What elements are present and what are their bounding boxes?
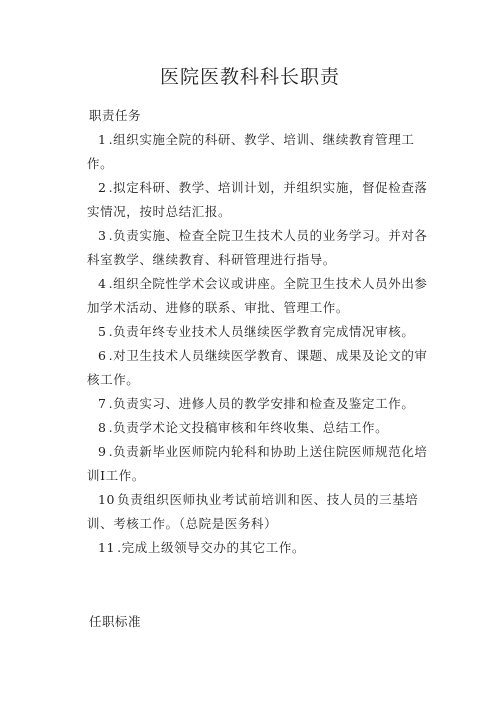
duty-text: .负责年终专业技术人员继续医学教育完成情况审核。 — [108, 324, 415, 339]
section-heading-requirements: 任职标准 — [89, 614, 142, 629]
section-heading-duties: 职责任务 — [89, 108, 142, 123]
duty-text: .拟定科研、教学、培训计划，并组织实施，督促检查落实情况，按时总结汇报。 — [87, 180, 428, 219]
duty-number: 9 — [98, 444, 107, 459]
duty-item — [87, 320, 432, 344]
duty-number: 10 — [98, 492, 116, 507]
document-title: 医院医教科科长职责 — [159, 66, 340, 88]
duty-item — [87, 536, 432, 560]
duty-text: .负责新毕业医师院内轮科和协助上送住院医师规范化培训I工作。 — [87, 444, 428, 483]
duty-item — [87, 272, 432, 320]
duty-number: 4 — [98, 276, 107, 291]
duty-text: .完成上级领导交办的其它工作。 — [117, 540, 306, 555]
duty-text: .组织全院性学术会议或讲座。全院卫生技术人员外出参加学术活动、进修的联系、审批、管理工作。 — [87, 276, 428, 315]
duty-item — [87, 392, 432, 416]
duty-text: .负责实施、检查全院卫生技术人员的业务学习。并对各科室教学、继续教育、科研管理进行指导。 — [87, 228, 428, 267]
duty-number: 1 — [98, 132, 107, 147]
duty-number: 2 — [98, 180, 107, 195]
duty-item — [87, 416, 432, 440]
duty-text: .负责学术论文投稿审核和年终收集、总结工作。 — [108, 420, 389, 435]
duty-text: .对卫生技术人员继续医学教育、课题、成果及论文的审核工作。 — [87, 348, 428, 387]
duty-number: 6 — [98, 348, 107, 363]
duty-text: .负责实习、进修人员的教学安排和检查及鉴定工作。 — [108, 396, 415, 411]
duty-item — [87, 128, 432, 176]
duty-number: 11 — [98, 540, 116, 555]
duty-item — [87, 176, 432, 224]
duty-number: 5 — [98, 324, 107, 339]
duty-item — [87, 440, 432, 488]
duties-list — [87, 128, 432, 560]
duty-number: 3 — [98, 228, 107, 243]
duty-item — [87, 488, 432, 536]
duty-item — [87, 344, 432, 392]
duty-item — [87, 224, 432, 272]
duty-text: 负责组织医师执业考试前培训和医、技人员的三基培训、考核工作。（总院是医务科） — [87, 492, 419, 531]
duty-number: 8 — [98, 420, 107, 435]
duty-text: .组织实施全院的科研、教学、培训、继续教育管理工作。 — [87, 132, 415, 171]
duty-number: 7 — [98, 396, 107, 411]
